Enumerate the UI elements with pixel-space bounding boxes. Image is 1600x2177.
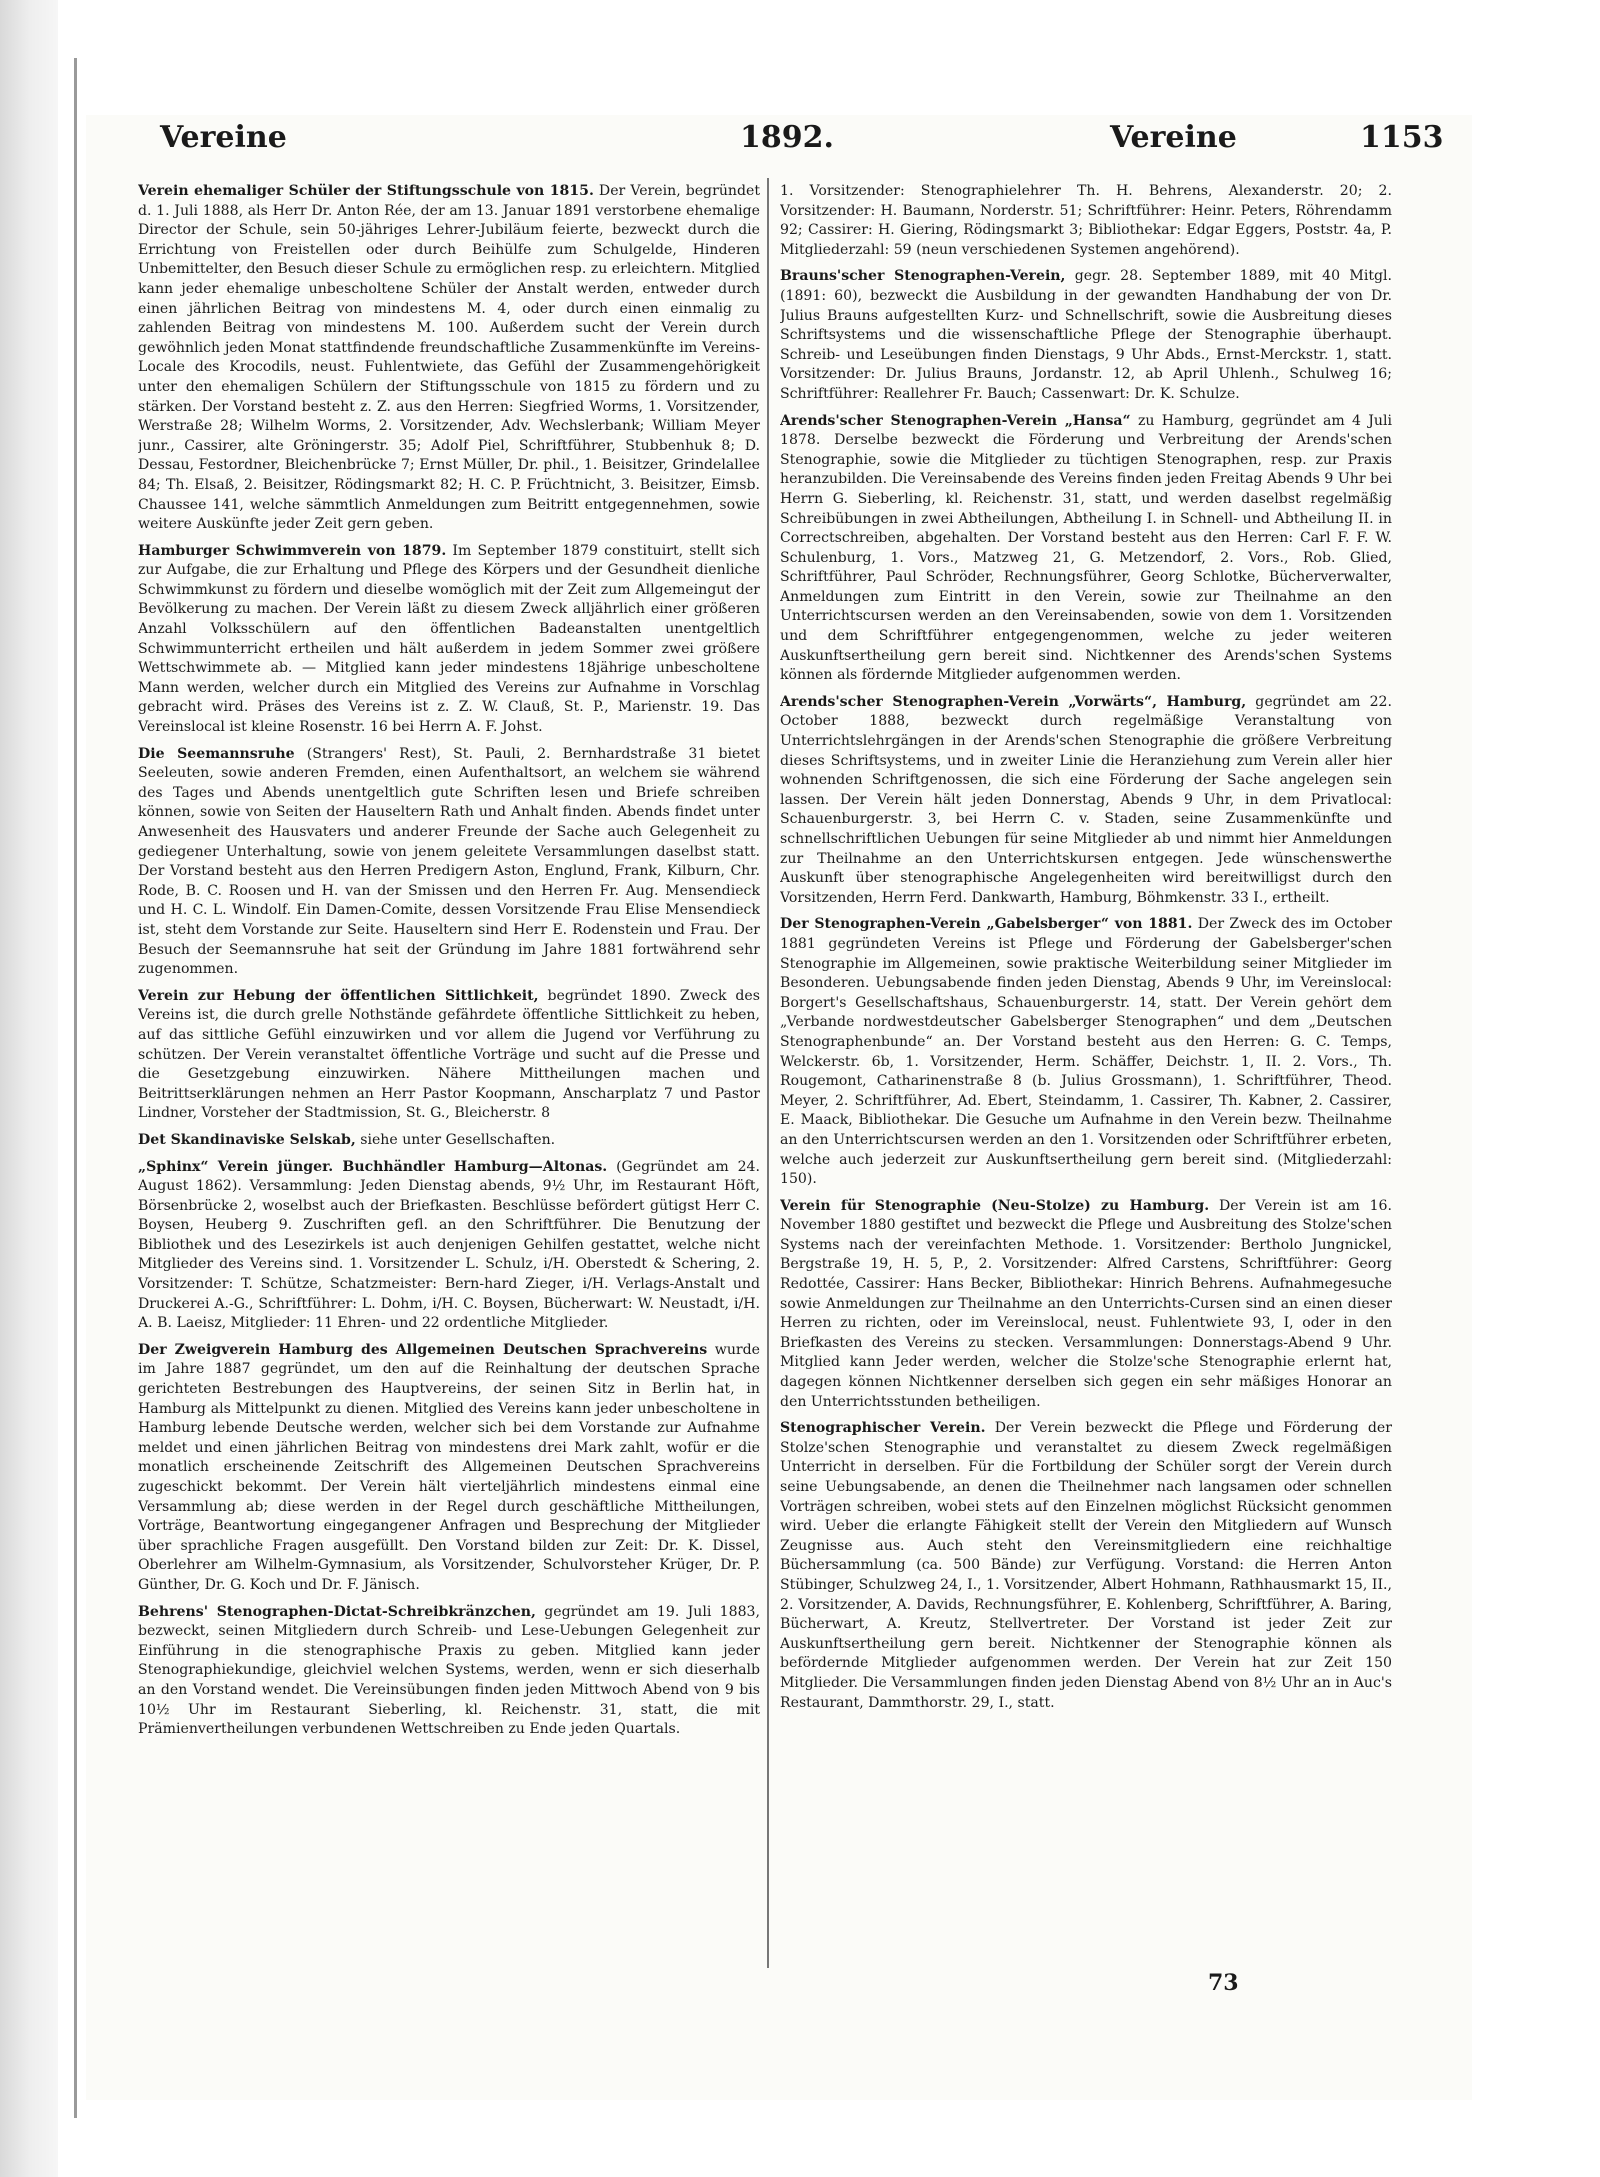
- entry-text: (Gegründet am 24. August 1862). Versammlung: Jeden Dienstag abends, 9½ Uhr, im Restaurant Höft, Börsenbrücke 2, woselbst auch der Briefkasten. Beschlüsse befördert gütigst Herr C. Boysen, Heuberg 9. Zuschriften gefl. an den Schriftführer. Die Benutzung der Bibliothek und des Lesezirkels ist auch denjenigen Gehilfen gestattet, welche nicht Mitglieder des Vereins sind. 1. Vorsitzender L. Schulz, i/H. Oberstedt & Schering, 2. Vorsitzender: T. Schütze, Schatzmeister: Bern-hard Zieger, i/H. Verlags-Anstalt und Druckerei A.-G., Schriftführer: L. Dohm, i/H. C. Boysen, Bücherwart: W. Neustadt, i/H. A. B. Laeisz, Mitglieder: 11 Ehren- und 22 ordentliche Mitglieder.: [138, 1158, 760, 1332]
- entry-sprachverein: [138, 1341, 760, 1596]
- entry-sphinx: [138, 1158, 760, 1334]
- entry-title: Verein ehemaliger Schüler der Stiftungsschule von 1815.: [138, 183, 594, 199]
- entry-neu-stolze: [780, 1197, 1392, 1413]
- entry-title: Stenographischer Verein.: [780, 1420, 986, 1437]
- entry-text: siehe unter Gesellschaften.: [360, 1131, 556, 1148]
- entry-text: Der Verein bezweckt die Pflege und Förderung der Stolze'schen Stenographie und veranstaltet zu diesem Zweck regelmäßigen Unterricht in derselben. Für die Fortbildung der Schüler sorgt der Verein durch seine Uebungsabende, an denen die Theilnehmer nach langsamen oder schnellen Vorträgen schreiben, wobei stets auf den Einzelnen möglichst Rücksicht genommen wird. Ueber die erlangte Fähigkeit stellt der Verein den Mitgliedern auf Wunsch Zeugnisse aus. Auch steht den Vereinsmitgliedern eine reichhaltige Büchersammlung (ca. 500 Bände) zur Verfügung. Vorstand: die Herren Anton Stübinger, Schulzweg 24, I., 1. Vorsitzender, Albert Hohmann, Rathhausmarkt 15, II., 2. Vorsitzender, A. Davids, Rechnungsführer, E. Kohlenberg, Schriftführer, A. Baring, Bücherwart, A. Kreutz, Stellvertreter. Der Vorstand ist jeder Zeit zur Auskunftsertheilung gern bereit. Nichtkenner der Stenographie können als befördernde Mitglieder aufgenommen werden. Der Verein hat zur Zeit 150 Mitglieder. Die Versammlungen finden jeden Dienstag Abend von 8½ Uhr an in Auc's Restaurant, Dammthorstr. 29, I., statt.: [780, 1420, 1392, 1711]
- entry-text: zu Hamburg, gegründet am 4 Juli 1878. Derselbe bezweckt die Förderung und Verbreitung der Arends'schen Stenographie, sowie die Mitglieder zu tüchtigen Stenographen, resp. zur Praxis heranzubilden. Die Vereinsabende des Vereins finden jeden Freitag Abends 9 Uhr bei Herrn G. Sieberling, kl. Reichenstr. 31, statt, und werden daselbst regelmäßig Schreibübungen in zwei Abtheilungen, Abtheilung I. in Schnell- und Abtheilung II. in Correctschreiben, abgehalten. Der Vorstand besteht aus den Herren: Carl F. F. W. Schulenburg, 1. Vors., Matzweg 21, G. Metzendorf, 2. Vors., Rob. Glied, Schriftführer, Paul Schröder, Rechnungsführer, Georg Schlotke, Bücherverwalter, Anmeldungen zum Eintritt in den Verein, sowie zur Theilnahme an den Unterrichtscursen werden an den Vereinsabenden, sowie von dem 1. Vorsitzenden und dem Schriftführer entgegengenommen, welche zu jeder weiteren Auskunftsertheilung gern bereit sind. Nichtkenner des Arends'schen Systems können als fördernde Mitglieder aufgenommen werden.: [780, 412, 1392, 684]
- entry-text: gegr. 28. September 1889, mit 40 Mitgl. (1891: 60), bezweckt die Ausbildung in der gewandten Handhabung der von Dr. Julius Brauns aufgestellten Kurz- und Schnellschrift, sowie die Ausbreitung dieses Schriftsystems und die wissenschaftliche Pflege der Stenographie überhaupt. Schreib- und Leseübungen finden Dienstags, 9 Uhr Abds., Ernst-Merckstr. 1, statt. Vorsitzender: Dr. Julius Brauns, Jordanstr. 12, ab April Uhlenh., Schulweg 16; Schriftführer: Reallehrer Fr. Bauch; Cassenwart: Dr. K. Schulze.: [780, 268, 1392, 402]
- right-column: [780, 182, 1392, 1982]
- book-spine-line: [74, 58, 77, 2118]
- entry-text: (Strangers' Rest), St. Pauli, 2. Bernhardstraße 31 bietet Seeleuten, sowie anderen Fremden, einen Aufenthaltsort, an welchem sie während des Tages und Abends unentgeltlich gute Schriften lesen und Briefe schreiben können, sowie von Seiten der Hauseltern Rath und Anhalt finden. Abends findet unter Anwesenheit des Hausvaters und anderer Freunde der Sache auch Gelegenheit zu gediegener Unterhaltung, sowie von jenem geleitete Versammlungen daselbst statt. Der Vorstand besteht aus den Herren Predigern Aston, Englund, Frank, Kilburn, Chr. Rode, B. C. Roosen und H. van der Smissen und den Herren Fr. Aug. Mensendieck und H. C. L. Windolf. Ein Damen-Comite, dessen Vorsitzende Frau Elise Mensendieck ist, steht dem Vorstande zur Seite. Hauseltern sind Herr E. Rodenstein und Frau. Der Besuch der Seemannsruhe hat seit der Gründung im Jahre 1881 fortwährend sehr zugenommen.: [138, 745, 760, 978]
- entry-title: Verein für Stenographie (Neu-Stolze) zu Hamburg.: [780, 1197, 1210, 1214]
- entry-text: Im September 1879 constituirt, stellt sich zur Aufgabe, die zur Erhaltung und Pflege des Körpers und der Gesundheit dienliche Schwimmkunst zu fördern und dieselbe womöglich mit der Zeit zum Allgemeingut der Bevölkerung zu machen. Der Verein läßt zu diesem Zweck alljährlich einer größeren Anzahl Volksschülern auf den öffentlichen Badeanstalten unentgeltlich Schwimmunterricht ertheilen und hält außerdem in jedem Sommer zwei größere Wettschwimmete ab. — Mitglied kann jeder mindestens 18jährige unbescholtene Mann werden, welcher durch ein Mitglied des Vereins zur Aufnahme in Vorschlag gebracht wird. Präses des Vereins ist z. Z. W. Clauß, St. P., Marienstr. 19. Das Vereinslocal ist kleine Rosenstr. 16 bei Herrn A. F. Johst.: [138, 542, 760, 736]
- entry-text: begründet 1890. Zweck des Vereins ist, die durch grelle Nothstände gefährdete öffentliche Sittlichkeit zu heben, auf das sittliche Gefühl einzuwirken und vor allem die Jugend vor Verführung zu schützen. Der Verein veranstaltet öffentliche Vorträge und sucht auf die Presse und die Gesetzgebung einzuwirken. Nähere Mittheilungen machen und Beitrittserklärungen nehmen an Herr Pastor Koopmann, Anscharplatz 7 und Pastor Lindner, Vorsteher der Stadtmission, St. G., Bleicherstr. 8: [138, 987, 760, 1122]
- header-left-title: Vereine: [160, 120, 287, 155]
- entry-title: „Sphinx“ Verein jünger. Buchhändler Hamburg—Altonas.: [138, 1158, 608, 1175]
- entry-title: Verein zur Hebung der öffentlichen Sittlichkeit,: [138, 987, 539, 1004]
- entry-text: gegründet am 22. October 1888, bezweckt durch regelmäßige Veranstaltung von Unterrichtslehrgängen in der Arends'schen Stenographie die größere Verbreitung dieses Schriftsystems, und in zweiter Linie die Heranziehung zum Verein aller hier wohnenden Schriftgenossen, die sich eine Förderung der Sache angelegen sein lassen. Der Verein hält jeden Donnerstag, Abends 9 Uhr, in dem Privatlocal: Schauenburgerstr. 3, bei Herrn C. v. Staden, seine Zusammenkünfte und schnellschriftlichen Uebungen für seine Mitglieder ab und nimmt hier Anmeldungen zur Theilnahme an den Unterrichtskursen entgegen. Jede wünschenswerthe Auskunft über stenographische Angelegenheiten wird bereitwilligst durch den Vorsitzenden, Herrn Ferd. Dankwarth, Hamburg, Böhmkenstr. 33 I., ertheilt.: [780, 693, 1392, 906]
- entry-text: 1. Vorsitzender: Stenographielehrer Th. H. Behrens, Alexanderstr. 20; 2. Vorsitzender: H. Baumann, Norderstr. 51; Schriftführer: Heinr. Peters, Röhrendamm 92; Cassirer: H. Giering, Rödingsmarkt 3; Bibliothekar: Edgar Eggers, Poststr. 4a, P. Mitgliederzahl: 59 (neun verschiedenen Systemen angehörend).: [780, 183, 1392, 258]
- entry-sittlichkeit: [138, 987, 760, 1124]
- entry-hansa: [780, 412, 1392, 686]
- column-divider: [767, 178, 769, 1968]
- entry-title: Arends'scher Stenographen-Verein „Vorwärts“, Hamburg,: [780, 693, 1247, 710]
- entry-title: Arends'scher Stenographen-Verein „Hansa“: [780, 412, 1131, 429]
- entry-title: Der Zweigverein Hamburg des Allgemeinen Deutschen Sprachvereins: [138, 1341, 708, 1358]
- header-year: 1892.: [740, 120, 834, 155]
- entry-seemannsruhe: [138, 745, 760, 980]
- entry-behrens: [138, 1603, 760, 1740]
- page-header: [110, 120, 1450, 170]
- scan-edge-shadow: [0, 0, 58, 2177]
- entry-text: Der Verein ist am 16. November 1880 gestiftet und bezweckt die Pflege und Ausbreitung des Stolze'schen Systems nach der vereinfachten Methode. 1. Vorsitzender: Bertholo Jungnickel, Bergstraße 19, H. 5, P., 2. Vorsitzender: Alfred Carstens, Schriftführer: Georg Redottée, Cassirer: Hans Becker, Bibliothekar: Hinrich Behrens. Aufnahmegesuche sowie Anmeldungen zur Theilnahme an den Unterrichts-Cursen sind an einen dieser Herren zu richten, oder im Vereinslocal, neust. Fuhlentwiete 93, I, oder in den Briefkasten des Vereins zu stecken. Versammlungen: Donnerstags-Abend 9 Uhr. Mitglied kann Jeder werden, welcher die Stolze'sche Stenographie erlernt hat, dagegen können Nichtkenner derselben sich gegen ein sehr mäßiges Honorar an den Unterrichtsstunden betheiligen.: [780, 1197, 1392, 1410]
- header-page-number: 1153: [1360, 120, 1444, 155]
- footer-page-number: 73: [1208, 1970, 1239, 1996]
- left-column: [138, 182, 760, 1982]
- entry-text: Der Verein, begründet d. 1. Juli 1888, als Herr Dr. Anton Rée, der am 13. Januar 1891 verstorbene ehemalige Director der Schule, sein 50-jähriges Lehrer-Jubiläum feierte, bezweckt durch die Errichtung von Freistellen oder durch Beihülfe zum Schulgelde, Hinderen Unbemittelter, den Besuch dieser Schule zu ermöglichen resp. zu erleichtern. Mitglied kann jeder ehemalige unbescholtene Schüler der Anstalt werden, entweder durch einen jährlichen Beitrag von mindestens M. 4, oder durch einen einmalig zu zahlenden Beitrag von mindestens M. 100. Außerdem sucht der Verein durch gewöhnlich jeden Monat stattfindende freundschaftliche Zusammenkünfte im Vereins-Locale des Krocodils, neust. Fuhlentwiete, das Gefühl der Zusammengehörigkeit unter den ehemaligen Schülern der Stiftungsschule von 1815 zu fördern und zu stärken. Der Vorstand besteht z. Z. aus den Herren: Siegfried Worms, 1. Vorsitzender, Werstraße 28; Wilhelm Worms, 2. Vorsitzender, Adv. Wechslerbank; William Meyer junr., Cassirer, alte Gröningerstr. 35; Adolf Piel, Schriftführer, Stubbenhuk 8; D. Dessau, Festordner, Bleichenbrücke 7; Ernst Müller, Dr. phil., 1. Beisitzer, Grindelallee 84; Th. Elsaß, 2. Beisitzer, Rödingsmarkt 82; H. C. P. Früchtnicht, 3. Beisitzer, Eimsb. Chaussee 141, welche sämmtlich Anmeldungen zum Beitritt entgegennehmen, sowie weitere Auskünfte jeder Zeit gern geben.: [138, 183, 760, 533]
- entry-title: Hamburger Schwimmverein von 1879.: [138, 542, 447, 559]
- entry-text: Der Zweck des im October 1881 gegründeten Vereins ist Pflege und Förderung der Gabelsberger'schen Stenographie im Allgemeinen, sowie praktische Weiterbildung seiner Mitglieder im Besonderen. Uebungsabende finden jeden Dienstag, Abends 9 Uhr, im Vereinslocal: Borgert's Gesellschaftshaus, Schauenburgerstr. 14, statt. Der Verein gehört dem „Verbande nordwestdeutscher Gabelsberger Stenographen“ und dem „Deutschen Stenographenbunde“ an. Der Vorstand besteht aus den Herren: G. C. Temps, Welckerstr. 6b, 1. Vorsitzender, Herm. Schäffer, Deichstr. 1, II. 2. Vors., Th. Rougemont, Catharinenstraße 8 (b. Julius Grossmann), 1. Schriftführer, Theod. Meyer, 2. Schriftführer, Ad. Ebert, Steindamm, 1. Cassirer, Th. Kabner, 2. Cassirer, E. Maack, Bibliothekar. Die Gesuche um Aufnahme in den Verein bezw. Theilnahme an den Unterrichtscursen werden an den 1. Vorsitzenden oder Schriftführer erbeten, welche auch jederzeit zur Auskunftsertheilung gern bereit sind. (Mitgliederzahl: 150).: [780, 916, 1392, 1188]
- entry-behrens-continued: [780, 182, 1392, 260]
- entry-title: Behrens' Stenographen-Dictat-Schreibkränzchen,: [138, 1603, 536, 1620]
- entry-gabelsberger: [780, 915, 1392, 1189]
- entry-title: Det Skandinaviske Selskab,: [138, 1131, 356, 1148]
- entry-title: Die Seemannsruhe: [138, 745, 295, 762]
- entry-title: Brauns'scher Stenographen-Verein,: [780, 268, 1066, 285]
- entry-text: wurde im Jahre 1887 gegründet, um den auf die Reinhaltung der deutschen Sprache gerichteten Bestrebungen des Hauptvereins, der seinen Sitz in Berlin hat, in Hamburg als Mittelpunkt zu dienen. Mitglied des Vereins kann jeder unbescholtene in Hamburg lebende Deutsche werden, welcher sich bei dem Vorstande zur Aufnahme meldet und einen jährlichen Beitrag von mindestens drei Mark zahlt, wofür er die monatlich erscheinende Zeitschrift des Allgemeinen Deutschen Sprachvereins zugeschickt bekommt. Der Verein hält vierteljährlich mindestens einmal eine Versammlung ab; diese werden in der Regel durch geschäftliche Mittheilungen, Vorträge, Beantwortung eingegangener Anfragen und Besprechung der Mitglieder über sprachliche Fragen ausgefüllt. Den Vorstand bilden zur Zeit: Dr. K. Dissel, Oberlehrer am Wilhelm-Gymnasium, als Vorsitzender, Schulvorsteher Krüger, Dr. P. Günther, Dr. G. Koch und Dr. F. Jänisch.: [138, 1341, 760, 1593]
- entry-skandinaviske: [138, 1131, 760, 1151]
- entry-title: Der Stenographen-Verein „Gabelsberger“ von 1881.: [780, 916, 1193, 933]
- entry-stenographischer-verein: [780, 1419, 1392, 1713]
- entry-brauns: [780, 267, 1392, 404]
- entry-stiftungsschule: [138, 182, 760, 535]
- entry-schwimmverein: [138, 542, 760, 738]
- entry-vorwaerts: [780, 693, 1392, 909]
- entry-text: gegründet am 19. Juli 1883, bezweckt, seinen Mitgliedern durch Schreib- und Lese-Uebungen Gelegenheit zur Einführung in die stenographische Praxis zu geben. Mitglied kann jeder Stenographiekundige, gleichviel welchen Systems, werden, wenn er sich dieserhalb an den Vorstand wendet. Die Vereinsübungen finden jeden Mittwoch Abend von 9 bis 10½ Uhr im Restaurant Sieberling, kl. Reichenstr. 31, statt, die mit Prämienvertheilungen verbundenen Wettschreiben zu Ende jeden Quartals.: [138, 1603, 760, 1738]
- header-right-title: Vereine: [1110, 120, 1237, 155]
